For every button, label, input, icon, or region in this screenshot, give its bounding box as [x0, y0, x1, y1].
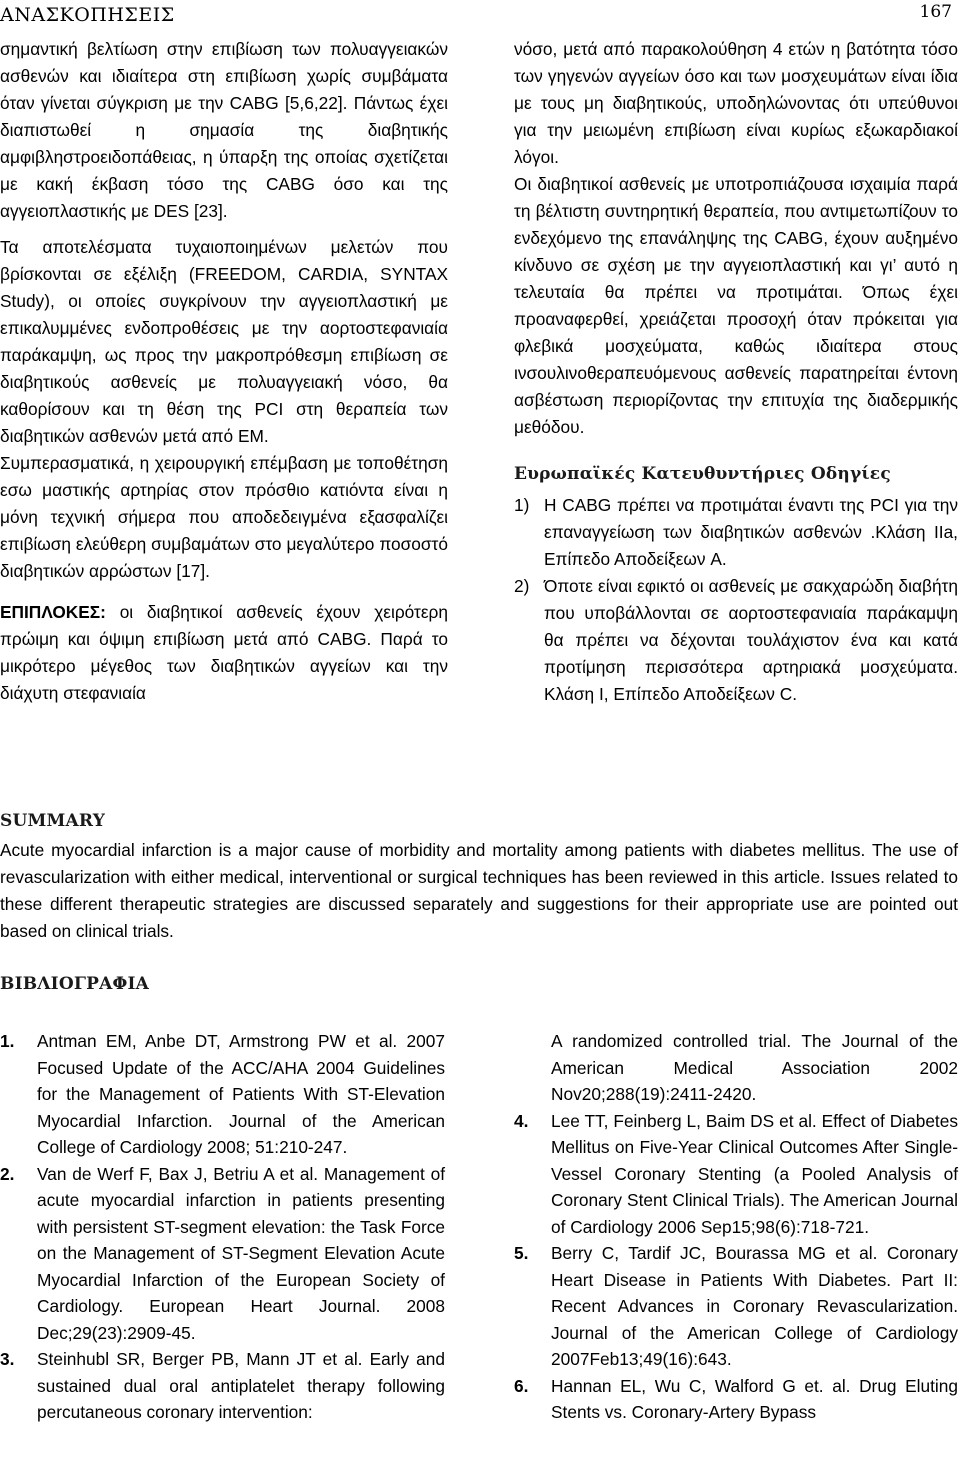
- references-left-column: [0, 1028, 445, 1426]
- guideline-text: Όποτε είναι εφικτό οι ασθενείς με σακχαρώδη διαβήτη που υποβάλλονται σε αορτοστεφανιαία παράκαμψη θα πρέπει να δέχονται τουλάχιστον ένα και κατά προτίμηση περισσότερα αρτηριακά μοσχεύματα. Κλάση I, Επίπεδο Αποδείξεων C.: [544, 576, 958, 704]
- reference-number: 5.: [514, 1243, 529, 1263]
- reference-item: [514, 1373, 958, 1426]
- reference-item: [0, 1161, 445, 1347]
- reference-item: [514, 1240, 958, 1373]
- reference-number: 4.: [514, 1110, 529, 1131]
- references-right-column: [514, 1028, 958, 1426]
- left-paragraph-complications: [0, 599, 448, 707]
- guideline-item: [514, 573, 958, 708]
- guideline-number: 2): [514, 576, 530, 596]
- summary-section: [0, 808, 958, 945]
- bibliography-heading: ΒΙΒΛΙΟΓΡΑΦΙΑ: [0, 974, 150, 994]
- guideline-item: [514, 492, 958, 573]
- left-paragraph-3: Συμπερασματικά, η χειρουργική επέμβαση με τοποθέτηση εσω μαστικής αρτηρίας στον πρόσθιο κατιόντα είναι η μόνη τεχνική σήμερα που αποδεδειγμένα εξασφαλίζει επιβίωση ελεύθερη συμβαμάτων στο μεγαλύτερο ποσοστό διαβητικών αρρώστων [17].: [0, 453, 448, 581]
- reference-text: Berry C, Tardif JC, Bourassa MG et al. Coronary Heart Disease in Patients With Diabetes. Part II: Recent Advances in Coronary Revascularization. Journal of the American College of Cardiology 2007Feb13;49(16):643.: [551, 1243, 958, 1369]
- reference-number: 2.: [0, 1163, 15, 1184]
- guideline-text: Η CABG πρέπει να προτιμάται έναντι της PCI για την επαναγγείωση των διαβητικών ασθενών .Κλάση IIa, Επίπεδο Αποδείξεων A.: [544, 495, 958, 569]
- reference-item: [0, 1346, 445, 1426]
- running-header-section: ΑΝΑΣΚΟΠΗΣΕΙΣ: [0, 4, 175, 26]
- guideline-number: 1): [514, 495, 530, 515]
- right-column: [514, 36, 958, 708]
- reference-item: [0, 1028, 445, 1161]
- guidelines-heading: Ευρωπαϊκές Κατευθυντήριες Οδηγίες: [514, 464, 891, 484]
- reference-number: 3.: [0, 1349, 15, 1369]
- reference-text: A randomized controlled trial. The Journal of the American Medical Association 2002 Nov20;288(19):2411-2420.: [551, 1031, 958, 1104]
- reference-text: Steinhubl SR, Berger PB, Mann JT et al. Early and sustained dual oral antiplatelet therapy following percutaneous coronary intervention:: [37, 1349, 445, 1422]
- left-paragraph-1: σημαντική βελτίωση στην επιβίωση των πολυαγγειακών ασθενών και ιδιαίτερα στη επιβίωση χωρίς συμβάματα όταν γίνεται σύγκριση με την CABG [5,6,22]. Πάντως έχει διαπιστωθεί η σημασία της διαβητικής αμφιβληστροειδοπάθειας, η ύπαρξη της οποίας σχετίζεται με κακή έκβαση τόσο της CABG όσο και της αγγειοπλαστικής με DES [23].: [0, 39, 448, 221]
- reference-number: 6.: [514, 1375, 529, 1396]
- reference-text: Van de Werf F, Bax J, Betriu A et al. Management of acute myocardial infarction in patients presenting with persistent ST-segment elevation: the Task Force on the Management of ST-Segment Elevation Acute Myocardial Infarction of the European Society of Cardiology. European Heart Journal. 2008 Dec;29(23):2909-45.: [37, 1163, 445, 1343]
- reference-text: Lee TT, Feinberg L, Baim DS et al. Effect of Diabetes Mellitus on Five-Year Clinical Outcomes After Single-Vessel Coronary Stenting (a Pooled Analysis of Coronary Stent Clinical Trials). The American Journal of Cardiology 2006 Sep15;98(6):718-721.: [551, 1110, 958, 1237]
- right-paragraph-2: Οι διαβητικοί ασθενείς με υποτροπιάζουσα ισχαιμία παρά τη βέλτιστη συντηρητική θεραπεία, που αντιμετωπίζουν το ενδεχόμενο της επανάληψης της CABG, έχουν αυξημένο κίνδυνο σε σχέση με την αγγειοπλαστική και γι’ αυτό η τελευταία θα πρέπει να προτιμάται. Όπως έχει προαναφερθεί, χρειάζεται προσοχή όταν πρόκειται για φλεβικά μοσχεύματα, καθώς ιδιαίτερα στους ινσουλινοθεραπευόμενους ασθενείς παρατηρείται έντονη ασβέστωση περιορίζοντας την επιτυχία της διαδερμικής μεθόδου.: [514, 174, 958, 437]
- left-paragraph-2: Τα αποτελέσματα τυχαιοποιημένων μελετών που βρίσκονται σε εξέλιξη (FREEDOM, CARDIA, SYNTAX Study), οι οποίες συγκρίνουν την αγγειοπλαστική με επικαλυμμένες ενδοπροθέσεις με την αορτοστεφανιαία παράκαμψη, ως προς την μακροπρόθεσμη επιβίωση σε διαβητικούς ασθενείς με πολυαγγειακή νόσο, θα καθορίσουν και τη θέση της PCI στη θεραπεία των διαβητικών ασθενών μετά από ΕΜ.: [0, 237, 448, 446]
- reference-text: Hannan EL, Wu C, Walford G et. al. Drug Eluting Stents vs. Coronary-Artery Bypass: [551, 1375, 958, 1422]
- right-paragraph-1: νόσο, μετά από παρακολούθηση 4 ετών η βατότητα τόσο των γηγενών αγγείων όσο και των μοσχευμάτων είναι ίδια με τους μη διαβητικούς, υποδηλώνοντας ότι υπεύθυνοι για την μειωμένη επιβίωση είναι κυρίως εξωκαρδιακοί λόγοι.: [514, 39, 958, 167]
- guidelines-list: [514, 492, 958, 708]
- reference-item: [514, 1108, 958, 1241]
- reference-continuation: [514, 1028, 958, 1108]
- reference-number: 1.: [0, 1031, 15, 1051]
- complications-text: οι διαβητικοί ασθενείς έχουν χειρότερη πρώιμη και όψιμη επιβίωση μετά από CABG. Παρά το μικρότερο μέγεθος των διαβητικών αγγείων και την διάχυτη στεφανιαία: [0, 602, 448, 703]
- page-number: 167: [919, 2, 952, 22]
- summary-text: Acute myocardial infarction is a major cause of morbidity and mortality among patients with diabetes mellitus. The use of revascularization with either medical, interventional or surgical techniques has been reviewed in this article. Issues related to these different therapeutic strategies are discussed separately and suggestions for their appropriate use are pointed out based on clinical trials.: [0, 840, 958, 941]
- left-column: [0, 36, 448, 707]
- reference-text: Antman EM, Anbe DT, Armstrong PW et al. 2007 Focused Update of the ACC/AHA 2004 Guidelines for the Management of Patients With ST-Elevation Myocardial Infarction. Journal of the American College of Cardiology 2008; 51:210-247.: [37, 1031, 445, 1157]
- summary-heading: SUMMARY: [0, 811, 106, 831]
- complications-label: ΕΠΙΠΛΟΚΕΣ:: [0, 602, 106, 622]
